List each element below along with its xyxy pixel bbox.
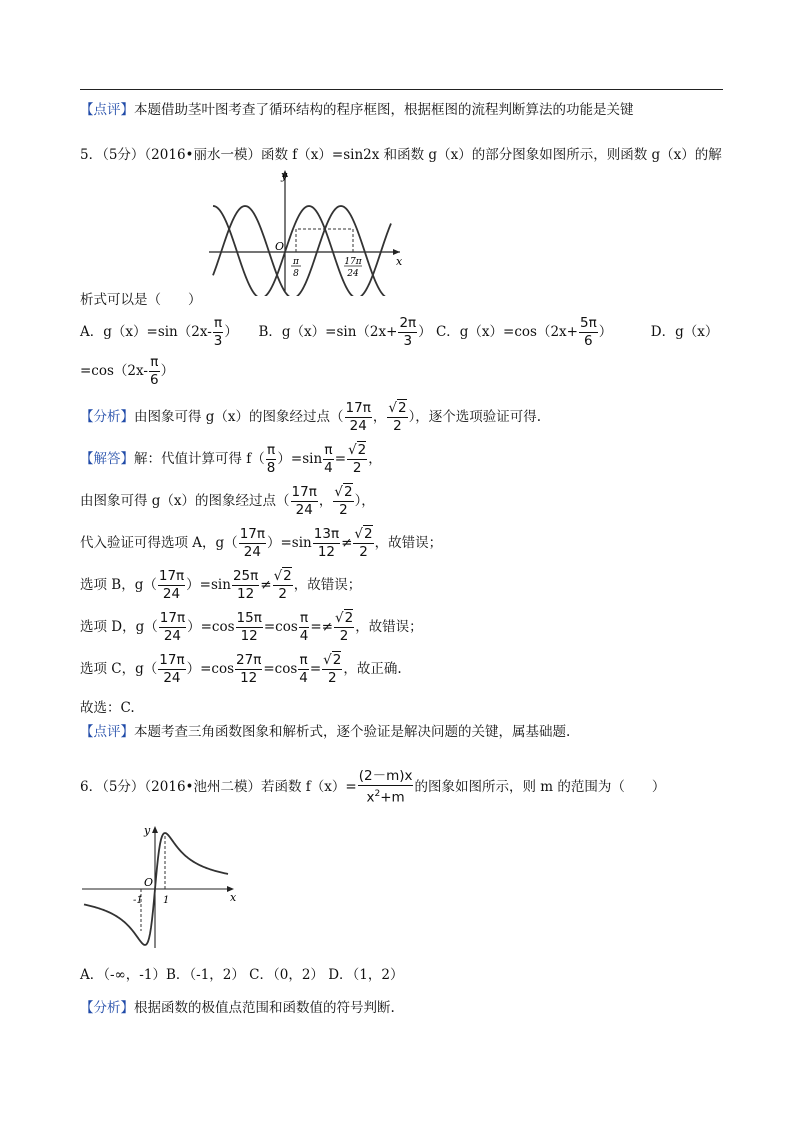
q5-analysis: 【分析】由图象可得 g（x）的图象经过点（ $\frac{17\pi}{24}$ ， $\frac{√2}{2}$ ），逐个选项验证可得. [80,400,542,434]
q5-continuation: 析式可以是（ ） [80,292,202,308]
q6-graph [80,823,240,953]
comment-text: 本题借助茎叶图考查了循环结构的程序框图，根据框图的流程判断算法的功能是关键 [134,102,634,118]
q5-options-row2: =cos（2x- $\frac{\pi}{6}$ ） [80,354,175,388]
q5-origin-label: O [275,240,285,253]
q5-tick2-den: 24 [347,269,359,279]
q5-solution-line5: 选项 D，g（ $\frac{17\pi}{24}$ ）=cos $\frac{15\pi}{12}$ =cos $\frac{\pi}{4}$ =≠ $\frac{√2}{2}$ ，故错误； [80,610,423,644]
option-a: A．g（x）=sin（2x- $\frac{\pi}{3}$ ） [80,315,238,349]
q5-options-row1 [80,315,718,350]
q5-tick1-num: π [293,257,299,267]
q5-solution-line1: 【解答】解：代值计算可得 f（ $\frac{\pi}{8}$ ）=sin $\frac{\pi}{4}$ = $\frac{√2}{2}$ ， [80,442,382,476]
q5-tick1-den: 8 [293,269,299,279]
q6-analysis: 【分析】根据函数的极值点范围和函数值的符号判断. [80,1000,395,1016]
q5-g-curve [213,206,391,296]
option-b: B．g（x）=sin（2x+ $\frac{2\pi}{3}$ ） [258,315,432,349]
comment-tag: 【点评】 [80,102,134,118]
option-d-start: D．g（x） [650,324,719,340]
q5-answer: 故选：C. [80,700,135,716]
q5-graph [205,166,405,296]
option-c: C．g（x）=cos（2x+ $\frac{5\pi}{6}$ ） [435,315,613,349]
header-rule [80,89,723,90]
q6-options: A．（-∞，-1）B．（-1，2） C．（0，2） D．（1，2） [80,967,404,983]
q6-header: 6．（5分）（2016•池州二模）若函数 f（x）= $\frac{(2-m)x}{x^2+m}$ 的图象如图所示，则 m 的范围为（ ） [80,768,666,806]
q5-comment: 【点评】本题考查三角函数图象和解析式，逐个验证是解决问题的关键，属基础题. [80,724,571,740]
q6-y-label: y [144,824,151,837]
q5-solution-line3: 代入验证可得选项 A，g（ $\frac{17\pi}{24}$ ）=sin $\frac{13\pi}{12}$ ≠ $\frac{√2}{2}$ ，故错误； [80,526,443,560]
q6-y-arrow [152,826,158,833]
q5-x-label: x [396,255,403,268]
q6-neg1-label: -1 [133,895,143,906]
top-comment [80,98,634,118]
q6-origin-label: O [144,876,154,889]
q5-solution-line2: 由图象可得 g（x）的图象经过点（ $\frac{17\pi}{24}$ ， $\frac{√2}{2}$ ）， [80,484,375,518]
q5-solution-line4: 选项 B，g（ $\frac{17\pi}{24}$ ）=sin $\frac{25\pi}{12}$ ≠ $\frac{√2}{2}$ ，故错误； [80,568,362,602]
q5-header: 5．（5分）（2016•丽水一模）函数 f（x）=sin2x 和函数 g（x）的部分图象如图所示，则函数 g（x）的解 [80,147,722,163]
q5-solution-line6: 选项 C，g（ $\frac{17\pi}{24}$ ）=cos $\frac{27\pi}{12}$ =cos $\frac{\pi}{4}$ = $\frac{√2}{2}$ ，故正确. [80,652,402,686]
q5-tick2-num: 17π [344,257,362,267]
q6-x-label: x [230,891,237,904]
q6-pos1-label: 1 [163,895,170,906]
q5-y-label: y [281,169,288,182]
